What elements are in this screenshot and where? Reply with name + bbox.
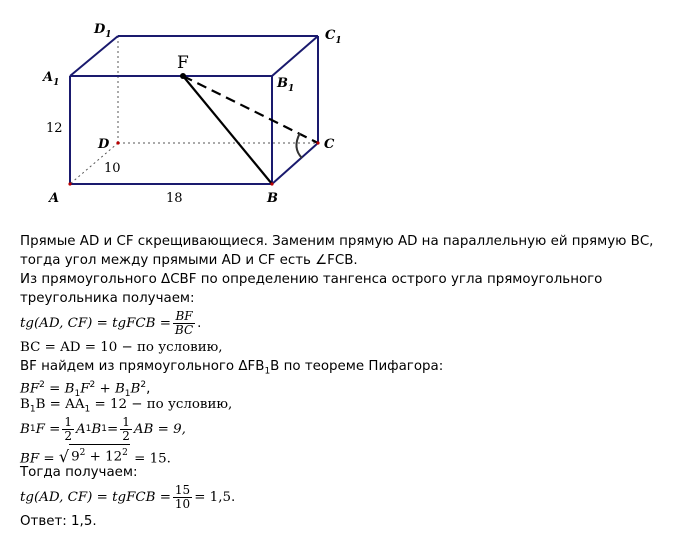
fraction-bf-bc: $\frac{BF}{BC}$ [174, 308, 194, 337]
point-F [180, 73, 186, 79]
point-C [316, 141, 319, 144]
angle-arc-FCB [296, 133, 302, 158]
solution-line-13: tg(AD, CF) = tgFCB = $\frac{15}{10}$ = 1,5. [20, 482, 236, 511]
edge-BC [272, 143, 318, 184]
point-B [270, 182, 273, 185]
solution-line-11: BF = √ $9^2 + 12^2$ = 15. [20, 444, 675, 463]
fraction-one-half-a: $\frac{1}{2}$ [64, 414, 72, 443]
label-D: D [98, 137, 110, 152]
label-A1: $A_1$ [43, 70, 60, 88]
length-AA1: 12 [46, 121, 63, 136]
edge-B1C1 [272, 36, 318, 76]
length-AD: 10 [104, 161, 121, 176]
solution-line-10: B 1 F = $\frac{1}{2}$ A 1 B 1 = $\frac{1}{2}$ AB = 9, [20, 414, 186, 443]
label-A: A [49, 191, 60, 206]
solution-line-14: Ответ: 1,5. [20, 514, 97, 529]
solution-line-2: тогда угол между прямыми AD и CF есть ∠FCB. [20, 253, 358, 268]
label-C: C [324, 137, 335, 152]
segment-FB [183, 76, 272, 184]
point-A [68, 182, 71, 185]
solution-line-7: BF найдем из прямоугольного $\Delta FB_1B$ по теореме Пифагора: [20, 359, 444, 377]
segment-FC [183, 76, 318, 143]
label-D1: $D_1$ [94, 22, 112, 40]
label-B: B [267, 191, 278, 206]
fraction-one-half-b: $\frac{1}{2}$ [122, 414, 130, 443]
solution-line-1: Прямые AD и CF скрещивающиеся. Заменим прямую AD на параллельную ей прямую ВС, [20, 234, 654, 249]
label-F: F [177, 53, 189, 73]
solution-line-3: Из прямоугольного ΔCBF по определению тангенса острого угла прямоугольного [20, 272, 603, 287]
solution-line-4: треугольника получаем: [20, 291, 195, 306]
solution-line-8: $BF^2 = B_1F^2 + B_1B^2$, [20, 380, 151, 400]
solution-line-6: BC = AD = 10 − по условию, [20, 340, 223, 355]
solution-line-9: $B_1B = AA_1 = 12$ − по условию, [20, 397, 233, 415]
solution-line-5: tg(AD, CF) = tgFCB = $\frac{BF}{BC}$ . [20, 308, 202, 337]
solution-line-12: Тогда получаем: [20, 465, 138, 480]
square-root: √ $9^2 + 12^2$ [59, 444, 130, 465]
label-B1: $B_1$ [277, 76, 295, 94]
fraction-15-10: $\frac{15}{10}$ [174, 482, 191, 511]
solution-text [20, 232, 675, 531]
label-C1: $C_1$ [325, 28, 342, 46]
point-D [116, 141, 119, 144]
edge-A1D1 [70, 36, 118, 76]
parallelepiped-figure [0, 0, 679, 215]
length-AB: 18 [166, 191, 183, 206]
